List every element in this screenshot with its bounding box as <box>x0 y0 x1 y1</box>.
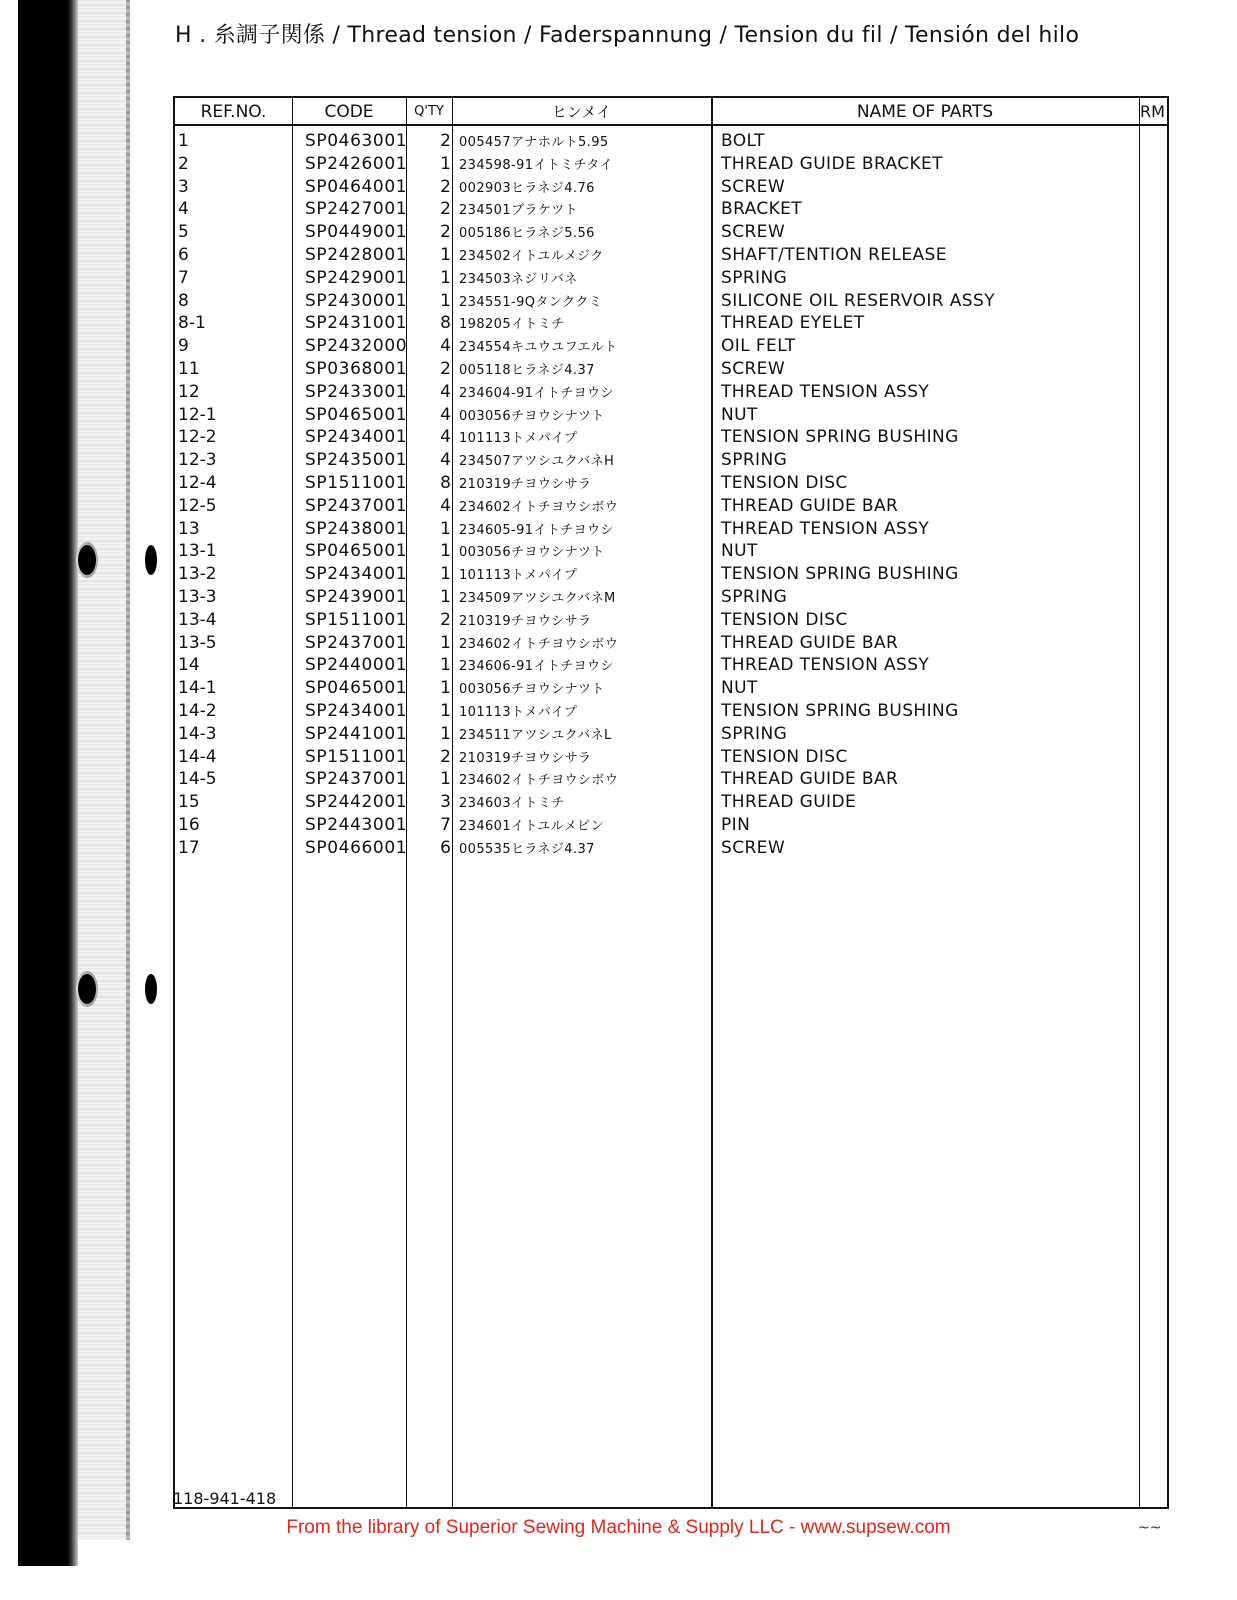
code-cell: SP1511001 <box>305 472 408 493</box>
part-name-cell: THREAD TENSION ASSY <box>721 381 930 402</box>
code-cell: SP2437001 <box>305 632 408 653</box>
code-cell: SP2429001 <box>305 267 408 288</box>
qty-cell: 4 <box>440 404 451 425</box>
part-name-cell: THREAD GUIDE <box>721 792 857 813</box>
code-cell: SP2426001 <box>305 153 408 174</box>
part-name-cell: THREAD GUIDE BAR <box>721 769 899 790</box>
code-cell: SP2428001 <box>305 244 408 265</box>
table-row <box>175 495 1167 518</box>
part-name-cell: SHAFT/TENTION RELEASE <box>721 244 947 265</box>
ref-no-cell: 14 <box>178 655 200 676</box>
ref-no-cell: 13-1 <box>178 541 217 562</box>
ref-no-cell: 8 <box>178 290 189 311</box>
qty-cell: 1 <box>440 700 451 721</box>
kana-name-cell: 234601イトユルメピン <box>459 818 604 834</box>
binder-edge <box>18 0 78 1566</box>
part-name-cell: NUT <box>721 541 758 562</box>
qty-cell: 2 <box>440 131 451 151</box>
code-cell: SP0463001 <box>305 131 408 151</box>
qty-cell: 2 <box>440 609 451 630</box>
part-name-cell: SPRING <box>721 723 788 744</box>
part-name-cell: TENSION DISC <box>721 609 848 630</box>
table-row <box>175 267 1167 290</box>
code-cell: SP2438001 <box>305 518 408 539</box>
kana-name-cell: 198205イトミチ <box>459 317 565 333</box>
ref-no-cell: 12 <box>178 381 200 402</box>
qty-cell: 3 <box>440 792 451 813</box>
part-name-cell: SCREW <box>721 176 786 197</box>
code-cell: SP2434001 <box>305 564 408 585</box>
kana-name-cell: 234554キユウユフエルト <box>459 340 618 356</box>
part-name-cell: TENSION SPRING BUSHING <box>721 700 959 721</box>
table-row <box>175 723 1167 746</box>
qty-cell: 2 <box>440 199 451 220</box>
kana-name-cell: 234501ブラケツト <box>459 203 578 219</box>
kana-name-cell: 005186ヒラネジ5.56 <box>459 226 595 242</box>
table-row <box>175 654 1167 677</box>
part-name-cell: BOLT <box>721 131 765 151</box>
qty-cell: 1 <box>440 541 451 562</box>
qty-cell: 2 <box>440 358 451 379</box>
table-body <box>175 130 1167 860</box>
header-rm: RM <box>1140 102 1165 121</box>
header-kana: ヒンメイ <box>551 103 612 121</box>
table-row <box>175 632 1167 655</box>
qty-cell: 6 <box>440 837 451 858</box>
table-row <box>175 449 1167 472</box>
ref-no-cell: 13-5 <box>178 632 217 653</box>
library-credit: From the library of Superior Sewing Machine & Supply LLC - www.supsew.com <box>286 1517 951 1538</box>
ref-no-cell: 11 <box>178 358 200 379</box>
kana-name-cell: 234509アツシユクバネM <box>459 590 616 606</box>
table-row <box>175 563 1167 586</box>
part-name-cell: THREAD EYELET <box>721 313 865 334</box>
table-row <box>175 700 1167 723</box>
table-row <box>175 381 1167 404</box>
kana-name-cell: 101113トメパイプ <box>459 431 578 447</box>
header-name-of-parts: NAME OF PARTS <box>856 102 994 122</box>
table-row <box>175 198 1167 221</box>
table-row <box>175 791 1167 814</box>
ref-no-cell: 12-5 <box>178 495 217 516</box>
punch-hole <box>78 974 96 1004</box>
qty-cell: 1 <box>440 244 451 265</box>
qty-cell: 2 <box>440 746 451 767</box>
code-cell: SP2443001 <box>305 814 408 835</box>
code-cell: SP2431001 <box>305 313 408 334</box>
kana-name-cell: 234551-9Qタンククミ <box>459 294 603 310</box>
kana-name-cell: 234598-91イトミチタイ <box>459 157 613 173</box>
kana-name-cell: 234603イトミチ <box>459 796 565 812</box>
punch-hole <box>78 545 96 575</box>
part-name-cell: NUT <box>721 678 758 699</box>
code-cell: SP1511001 <box>305 746 408 767</box>
table-row <box>175 586 1167 609</box>
code-cell: SP0466001 <box>305 837 408 858</box>
part-name-cell: THREAD GUIDE BAR <box>721 632 899 653</box>
qty-cell: 1 <box>440 290 451 311</box>
table-row <box>175 130 1167 153</box>
code-cell: SP2437001 <box>305 495 408 516</box>
ref-no-cell: 14-3 <box>178 723 217 744</box>
binder-shadow <box>78 0 128 1540</box>
part-name-cell: SCREW <box>721 837 786 858</box>
part-name-cell: THREAD TENSION ASSY <box>721 655 930 676</box>
part-name-cell: BRACKET <box>721 199 803 220</box>
code-cell: SP0368001 <box>305 358 408 379</box>
kana-name-cell: 003056チヨウシナツト <box>459 408 605 424</box>
table-row <box>175 153 1167 176</box>
header-code: CODE <box>324 102 374 122</box>
table-row <box>175 768 1167 791</box>
header-ref-no: REF.NO. <box>200 102 267 122</box>
part-name-cell: SCREW <box>721 358 786 379</box>
qty-cell: 7 <box>440 814 451 835</box>
part-name-cell: SPRING <box>721 267 788 288</box>
kana-name-cell: 234502イトユルメジク <box>459 248 604 264</box>
table-row <box>175 426 1167 449</box>
kana-name-cell: 234602イトチヨウシボウ <box>459 499 619 515</box>
table-row <box>175 358 1167 381</box>
kana-name-cell: 234604-91イトチヨウシ <box>459 385 614 401</box>
qty-cell: 4 <box>440 336 451 357</box>
kana-name-cell: 002903ヒラネジ4.76 <box>459 180 595 196</box>
ref-no-cell: 12-3 <box>178 450 217 471</box>
part-name-cell: OIL FELT <box>721 336 796 357</box>
table-row <box>175 221 1167 244</box>
part-name-cell: SILICONE OIL RESERVOIR ASSY <box>721 290 995 311</box>
kana-name-cell: 234511アツシユクバネL <box>459 727 612 743</box>
part-name-cell: THREAD TENSION ASSY <box>721 518 930 539</box>
qty-cell: 8 <box>440 313 451 334</box>
code-cell: SP2434001 <box>305 427 408 448</box>
code-cell: SP2439001 <box>305 586 408 607</box>
code-cell: SP0465001 <box>305 678 408 699</box>
ref-no-cell: 3 <box>178 176 189 197</box>
qty-cell: 1 <box>440 153 451 174</box>
part-name-cell: SPRING <box>721 450 788 471</box>
qty-cell: 1 <box>440 632 451 653</box>
ref-no-cell: 2 <box>178 153 189 174</box>
page-number-fragment: ~~ <box>1138 1520 1162 1536</box>
part-name-cell: SCREW <box>721 222 786 243</box>
table-row <box>175 176 1167 199</box>
ref-no-cell: 6 <box>178 244 189 265</box>
table-row <box>175 540 1167 563</box>
ref-no-cell: 5 <box>178 222 189 243</box>
table-row <box>175 609 1167 632</box>
qty-cell: 1 <box>440 678 451 699</box>
qty-cell: 4 <box>440 381 451 402</box>
kana-name-cell: 234503ネジリバネ <box>459 271 578 287</box>
ref-no-cell: 1 <box>178 131 189 151</box>
code-cell: SP2442001 <box>305 792 408 813</box>
kana-name-cell: 234602イトチヨウシボウ <box>459 773 619 789</box>
qty-cell: 4 <box>440 427 451 448</box>
part-name-cell: THREAD GUIDE BAR <box>721 495 899 516</box>
table-row <box>175 472 1167 495</box>
table-row <box>175 312 1167 335</box>
kana-name-cell: 234602イトチヨウシボウ <box>459 636 619 652</box>
qty-cell: 1 <box>440 655 451 676</box>
ref-no-cell: 13-3 <box>178 586 217 607</box>
kana-name-cell: 101113トメパイプ <box>459 704 578 720</box>
kana-name-cell: 003056チヨウシナツト <box>459 545 605 561</box>
ref-no-cell: 9 <box>178 336 189 357</box>
ref-no-cell: 13 <box>178 518 200 539</box>
code-cell: SP2427001 <box>305 199 408 220</box>
binder-line <box>126 0 130 1540</box>
header-qty: Q'TY <box>414 104 444 119</box>
page-title: H . 糸調子関係 / Thread tension / Faderspannung / Tension du fil / Tensión del hilo <box>175 23 1080 48</box>
table-row <box>175 677 1167 700</box>
punch-hole <box>145 974 157 1004</box>
qty-cell: 2 <box>440 176 451 197</box>
kana-name-cell: 210319チヨウシサラ <box>459 476 592 492</box>
kana-name-cell: 234606-91イトチヨウシ <box>459 659 614 675</box>
ref-no-cell: 4 <box>178 199 189 220</box>
kana-name-cell: 101113トメパイプ <box>459 568 578 584</box>
part-name-cell: PIN <box>721 814 751 835</box>
code-cell: SP0465001 <box>305 404 408 425</box>
kana-name-cell: 003056チヨウシナツト <box>459 682 605 698</box>
ref-no-cell: 16 <box>178 814 200 835</box>
document-number: 118-941-418 <box>173 1489 277 1508</box>
code-cell: SP1511001 <box>305 609 408 630</box>
part-name-cell: TENSION DISC <box>721 472 848 493</box>
ref-no-cell: 13-2 <box>178 564 217 585</box>
code-cell: SP2432000 <box>305 336 408 357</box>
qty-cell: 8 <box>440 472 451 493</box>
ref-no-cell: 13-4 <box>178 609 217 630</box>
kana-name-cell: 210319チヨウシサラ <box>459 750 592 766</box>
part-name-cell: TENSION SPRING BUSHING <box>721 427 959 448</box>
punch-hole <box>145 545 157 575</box>
kana-name-cell: 234605-91イトチヨウシ <box>459 522 614 538</box>
part-name-cell: TENSION SPRING BUSHING <box>721 564 959 585</box>
qty-cell: 1 <box>440 518 451 539</box>
ref-no-cell: 14-1 <box>178 678 217 699</box>
ref-no-cell: 14-5 <box>178 769 217 790</box>
code-cell: SP2437001 <box>305 769 408 790</box>
kana-name-cell: 005457アナホルト5.95 <box>459 135 609 150</box>
code-cell: SP2434001 <box>305 700 408 721</box>
code-cell: SP2435001 <box>305 450 408 471</box>
qty-cell: 1 <box>440 267 451 288</box>
code-cell: SP2441001 <box>305 723 408 744</box>
part-name-cell: NUT <box>721 404 758 425</box>
parts-table <box>173 96 1169 1509</box>
kana-name-cell: 234507アツシユクバネH <box>459 454 615 470</box>
qty-cell: 1 <box>440 723 451 744</box>
ref-no-cell: 12-2 <box>178 427 217 448</box>
ref-no-cell: 14-4 <box>178 746 217 767</box>
ref-no-cell: 14-2 <box>178 700 217 721</box>
ref-no-cell: 15 <box>178 792 200 813</box>
qty-cell: 1 <box>440 586 451 607</box>
kana-name-cell: 005535ヒラネジ4.37 <box>459 841 595 857</box>
table-row <box>175 290 1167 313</box>
qty-cell: 2 <box>440 222 451 243</box>
table-row <box>175 837 1167 860</box>
ref-no-cell: 12-4 <box>178 472 217 493</box>
code-cell: SP0449001 <box>305 222 408 243</box>
code-cell: SP0464001 <box>305 176 408 197</box>
table-row <box>175 814 1167 837</box>
ref-no-cell: 12-1 <box>178 404 217 425</box>
part-name-cell: THREAD GUIDE BRACKET <box>721 153 943 174</box>
qty-cell: 1 <box>440 564 451 585</box>
table-row <box>175 404 1167 427</box>
table-row <box>175 746 1167 769</box>
qty-cell: 1 <box>440 769 451 790</box>
ref-no-cell: 8-1 <box>178 313 206 334</box>
kana-name-cell: 005118ヒラネジ4.37 <box>459 362 595 378</box>
ref-no-cell: 7 <box>178 267 189 288</box>
table-header <box>175 98 1167 126</box>
ref-no-cell: 17 <box>178 837 200 858</box>
qty-cell: 4 <box>440 495 451 516</box>
table-row <box>175 518 1167 541</box>
code-cell: SP2433001 <box>305 381 408 402</box>
part-name-cell: SPRING <box>721 586 788 607</box>
table-row <box>175 335 1167 358</box>
qty-cell: 4 <box>440 450 451 471</box>
code-cell: SP2440001 <box>305 655 408 676</box>
code-cell: SP2430001 <box>305 290 408 311</box>
part-name-cell: TENSION DISC <box>721 746 848 767</box>
code-cell: SP0465001 <box>305 541 408 562</box>
table-row <box>175 244 1167 267</box>
kana-name-cell: 210319チヨウシサラ <box>459 613 592 629</box>
